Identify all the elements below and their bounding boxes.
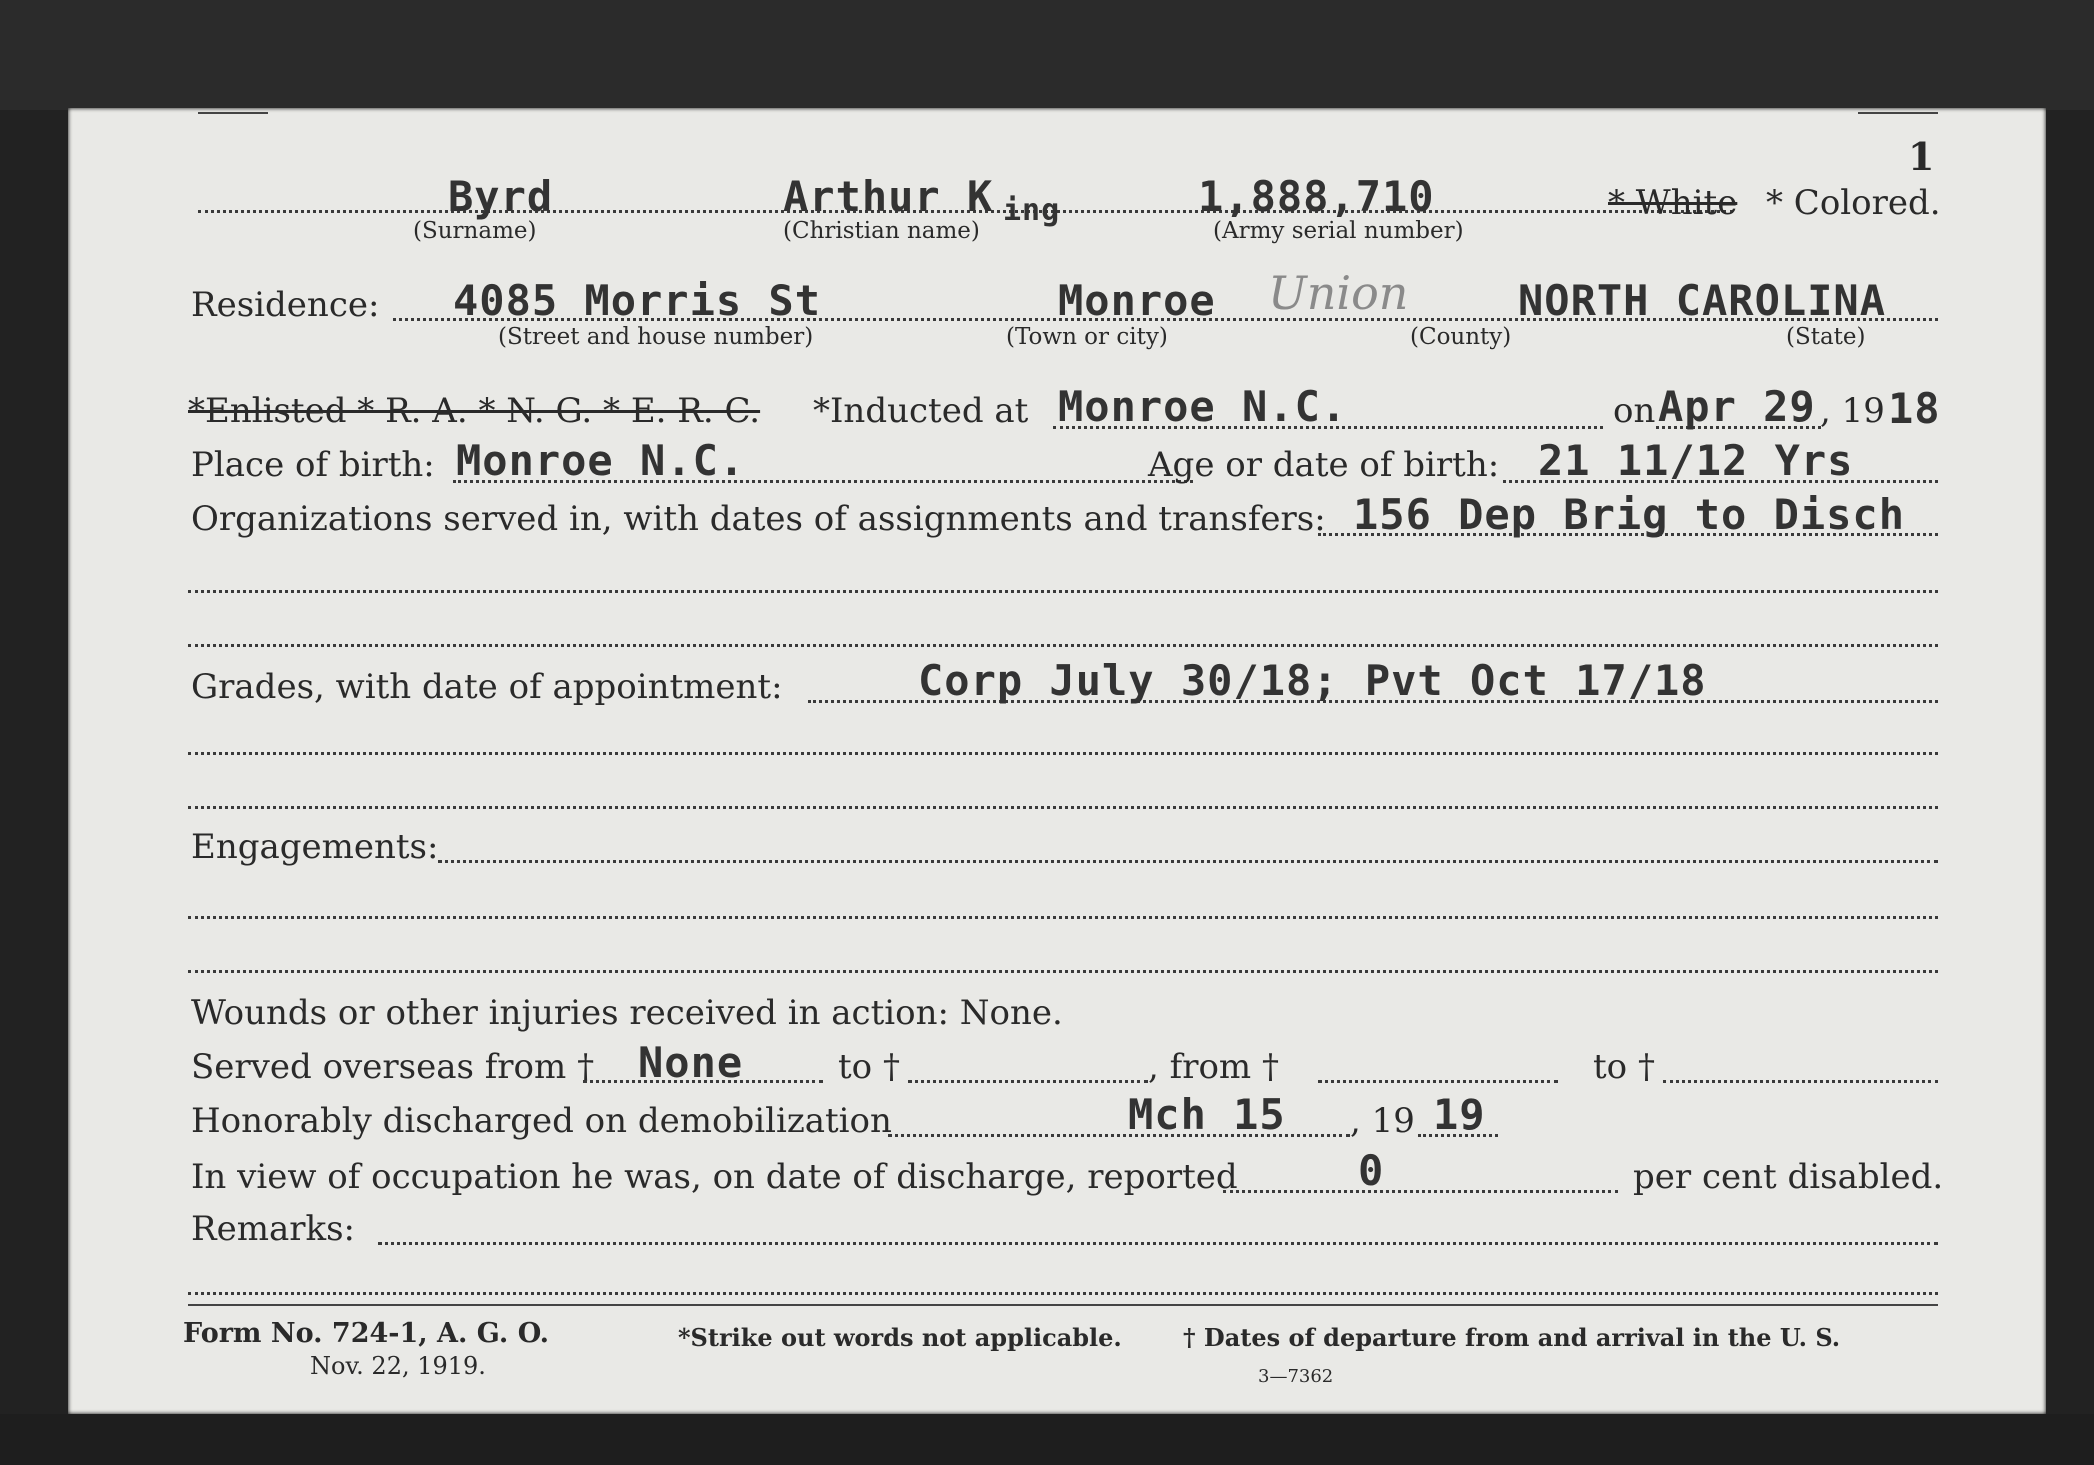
organizations-value: 156 Dep Brig to Disch <box>1353 490 1906 539</box>
residence-label: Residence: <box>191 285 380 325</box>
remarks-line <box>378 1242 1938 1245</box>
remarks-label: Remarks: <box>191 1209 355 1249</box>
race-colored: * Colored. <box>1766 183 1941 223</box>
disability-value: 0 <box>1358 1146 1385 1195</box>
scanner-background-bottom <box>0 1414 2094 1465</box>
strike-note: *Strike out words not applicable. <box>678 1323 1122 1352</box>
overseas-to2-label: to † <box>1593 1047 1655 1087</box>
disability-label: In view of occupation he was, on date of discharge, reported <box>191 1157 1238 1197</box>
overseas-from-label: Served overseas from † <box>191 1047 595 1087</box>
engagements-label: Engagements: <box>191 827 439 867</box>
top-rule-left <box>198 112 268 114</box>
birth-place-value: Monroe N.C. <box>456 436 746 485</box>
discharge-year-value: 19 <box>1433 1090 1486 1139</box>
town-caption: (Town or city) <box>1006 324 1168 350</box>
overseas-from2-line <box>1318 1080 1558 1083</box>
engagements-line <box>438 860 1938 863</box>
inducted-on-label: on <box>1613 391 1656 431</box>
form-number: Form No. 724-1, A. G. O. <box>183 1318 550 1349</box>
footer-rule <box>188 1304 1938 1306</box>
inducted-year-prefix: , 19 <box>1820 391 1885 431</box>
engagements-line-2 <box>188 916 1938 919</box>
overseas-from2-label: , from † <box>1148 1047 1279 1087</box>
grades-label: Grades, with date of appointment: <box>191 667 783 707</box>
overseas-to-label: to † <box>838 1047 900 1087</box>
wounds-label: Wounds or other injuries received in action: None. <box>191 993 1063 1033</box>
dates-note: † Dates of departure from and arrival in the U. S. <box>1183 1323 1841 1352</box>
organizations-line-3 <box>188 644 1938 647</box>
inducted-year-value: 18 <box>1888 384 1941 433</box>
grades-line-3 <box>188 806 1938 809</box>
grades-line-2 <box>188 752 1938 755</box>
age-label: Age or date of birth: <box>1148 445 1500 485</box>
organizations-label: Organizations served in, with dates of assignments and transfers: <box>191 499 1326 539</box>
age-value: 21 11/12 Yrs <box>1538 436 1854 485</box>
enlisted-struck: *Enlisted * R. A. * N. G. * E. R. C. <box>188 391 761 431</box>
top-rule-right <box>1858 112 1938 114</box>
form-date: Nov. 22, 1919. <box>310 1352 486 1380</box>
surname-caption: (Surname) <box>413 218 537 244</box>
overseas-to2-line <box>1663 1080 1938 1083</box>
inducted-place-value: Monroe N.C. <box>1058 382 1348 431</box>
print-code: 3—7362 <box>1258 1366 1334 1387</box>
engagements-line-3 <box>188 970 1938 973</box>
discharge-date-value: Mch 15 <box>1128 1090 1286 1139</box>
christian-name-insert: ing <box>1003 193 1061 228</box>
disability-line <box>1223 1190 1618 1193</box>
discharge-label: Honorably discharged on demobilization <box>191 1101 892 1141</box>
grades-value: Corp July 30/18; Pvt Oct 17/18 <box>918 656 1707 705</box>
serial-caption: (Army serial number) <box>1213 218 1464 244</box>
inducted-label: *Inducted at <box>813 391 1029 431</box>
birth-place-label: Place of birth: <box>191 445 435 485</box>
county-value: Union <box>1268 266 1409 320</box>
scanner-background-top <box>0 0 2094 110</box>
inducted-date-value: Apr 29 <box>1658 382 1816 431</box>
christian-name-value: Arthur K <box>783 172 994 221</box>
disability-suffix: per cent disabled. <box>1633 1157 1944 1197</box>
state-value: NORTH CAROLINA <box>1518 276 1887 325</box>
overseas-to-line <box>908 1080 1148 1083</box>
town-value: Monroe <box>1058 276 1216 325</box>
state-caption: (State) <box>1786 324 1866 350</box>
county-caption: (County) <box>1410 324 1512 350</box>
discharge-year-prefix: , 19 <box>1350 1101 1415 1141</box>
surname-value: Byrd <box>448 172 554 221</box>
christian-name-caption: (Christian name) <box>783 218 980 244</box>
serial-number-value: 1,888,710 <box>1198 172 1435 221</box>
remarks-line-2 <box>188 1292 1938 1295</box>
race-white-struck: * White <box>1608 183 1738 223</box>
overseas-from-value: None <box>638 1038 744 1087</box>
service-record-card <box>68 108 2046 1414</box>
street-caption: (Street and house number) <box>498 324 814 350</box>
card-number: 1 <box>1908 134 1935 179</box>
organizations-line-2 <box>188 590 1938 593</box>
street-value: 4085 Morris St <box>453 276 822 325</box>
